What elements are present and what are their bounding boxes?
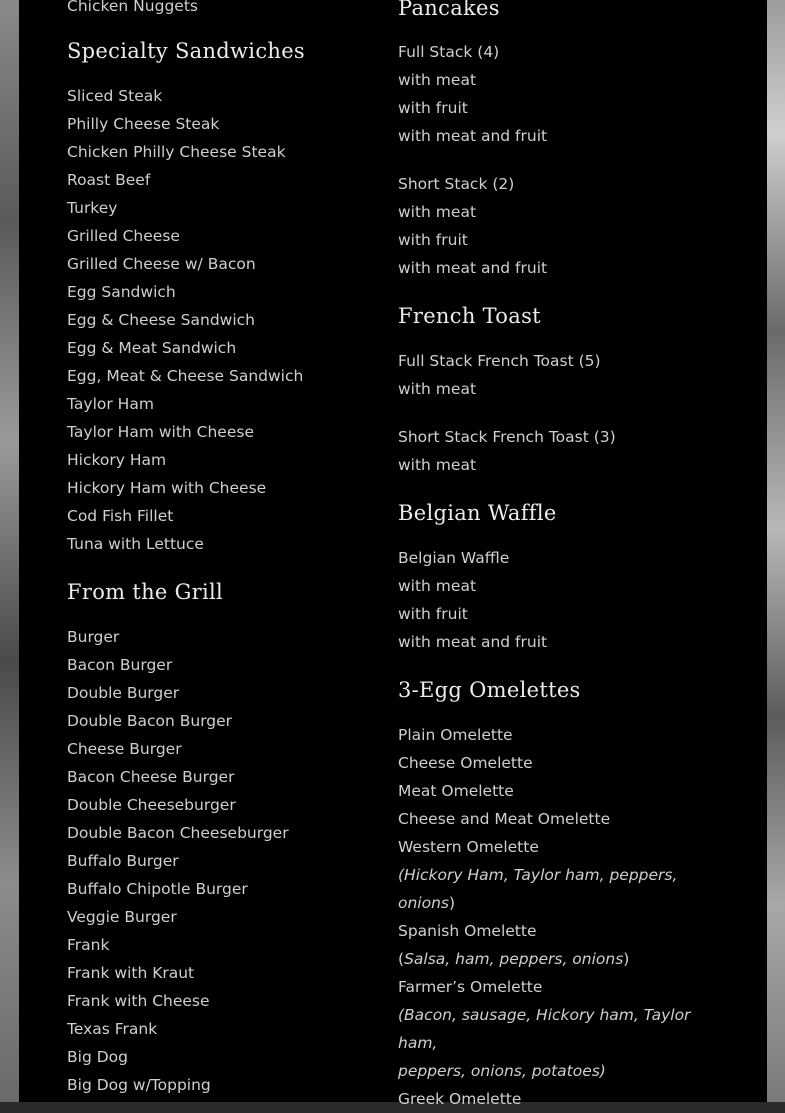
menu-item: Buffalo Burger (67, 852, 179, 870)
menu-item: Egg & Cheese Sandwich (67, 311, 255, 329)
description-paren: ) (449, 894, 456, 912)
menu-item: with fruit (398, 231, 468, 249)
menu-item: Veggie Burger (67, 908, 177, 926)
menu-item: Chicken Nuggets (67, 0, 198, 15)
section-heading-pancakes: Pancakes (398, 0, 500, 20)
section-heading-from-the-grill: From the Grill (67, 580, 224, 604)
menu-item: Buffalo Chipotle Burger (67, 880, 248, 898)
menu-item: with meat (398, 577, 477, 595)
farmers-omelette-description-line-2 (398, 1057, 606, 1085)
menu-item: Spanish Omelette (398, 922, 537, 940)
menu-item: with fruit (398, 99, 468, 117)
menu-item: Cheese Burger (67, 740, 182, 758)
menu-item: Big Dog w/Topping (67, 1076, 211, 1094)
menu-item: with meat (398, 203, 477, 221)
menu-item: Turkey (67, 199, 118, 217)
menu-item: with meat and fruit (398, 633, 548, 651)
menu-item: Double Bacon Cheeseburger (67, 824, 289, 842)
menu-item: Full Stack (4) (398, 43, 500, 61)
menu-item: Egg & Meat Sandwich (67, 339, 237, 357)
menu-item: Western Omelette (398, 838, 539, 856)
menu-item: Bacon Burger (67, 656, 173, 674)
description-italic: (Bacon, sausage, Hickory ham, Taylor ham, (398, 1006, 691, 1052)
menu-item: Taylor Ham (67, 395, 154, 413)
menu-item: Greek Omelette (398, 1090, 522, 1108)
menu-item: with meat (398, 71, 477, 89)
western-omelette-description (398, 861, 698, 917)
menu-item: Grilled Cheese w/ Bacon (67, 255, 256, 273)
menu-item: with meat and fruit (398, 127, 548, 145)
menu-item: Hickory Ham with Cheese (67, 479, 267, 497)
description-italic: peppers, onions, potatoes) (398, 1062, 606, 1080)
menu-item: Texas Frank (67, 1020, 158, 1038)
description-italic: (Hickory Ham, Taylor ham, peppers, onions (398, 866, 678, 912)
menu-item: Cheese and Meat Omelette (398, 810, 611, 828)
menu-item: Meat Omelette (398, 782, 514, 800)
section-heading-3-egg-omelettes: 3-Egg Omelettes (398, 678, 581, 702)
menu-item: Chicken Philly Cheese Steak (67, 143, 286, 161)
menu-item: Grilled Cheese (67, 227, 180, 245)
menu-item: Bacon Cheese Burger (67, 768, 235, 786)
menu-item: Belgian Waffle (398, 549, 510, 567)
menu-item: Burger (67, 628, 120, 646)
menu-item: Philly Cheese Steak (67, 115, 220, 133)
menu-item: Taylor Ham with Cheese (67, 423, 254, 441)
menu-item: Double Cheeseburger (67, 796, 236, 814)
section-heading-belgian-waffle: Belgian Waffle (398, 501, 557, 525)
menu-panel (19, 0, 767, 1108)
menu-item: Double Burger (67, 684, 180, 702)
menu-item: Frank with Cheese (67, 992, 210, 1010)
menu-item: Egg Sandwich (67, 283, 176, 301)
spanish-omelette-description (398, 945, 629, 973)
background-right-edge (767, 0, 785, 1102)
description-paren: ) (623, 950, 630, 968)
menu-item: with fruit (398, 605, 468, 623)
menu-item: Egg, Meat & Cheese Sandwich (67, 367, 304, 385)
farmers-omelette-description (398, 1001, 698, 1057)
menu-item: with meat (398, 380, 477, 398)
description-italic: Salsa, ham, peppers, onions (404, 950, 624, 968)
menu-item: Hickory Ham (67, 451, 167, 469)
menu-item: Sliced Steak (67, 87, 163, 105)
menu-item: Frank (67, 936, 110, 954)
menu-item: Farmer’s Omelette (398, 978, 543, 996)
background-left-edge (0, 0, 19, 1102)
menu-item: Tuna with Lettuce (67, 535, 204, 553)
menu-item: Cod Fish Fillet (67, 507, 174, 525)
menu-item: with meat (398, 456, 477, 474)
menu-item: Plain Omelette (398, 726, 513, 744)
menu-item: Big Dog (67, 1048, 128, 1066)
menu-item: Short Stack (2) (398, 175, 515, 193)
section-heading-specialty-sandwiches: Specialty Sandwiches (67, 39, 306, 63)
menu-item: Frank with Kraut (67, 964, 195, 982)
menu-item: Double Bacon Burger (67, 712, 233, 730)
section-heading-french-toast: French Toast (398, 304, 541, 328)
menu-item: with meat and fruit (398, 259, 548, 277)
menu-item: Full Stack French Toast (5) (398, 352, 601, 370)
menu-item: Short Stack French Toast (3) (398, 428, 616, 446)
menu-item: Roast Beef (67, 171, 151, 189)
description-paren: ( (398, 950, 405, 968)
menu-item: Cheese Omelette (398, 754, 533, 772)
